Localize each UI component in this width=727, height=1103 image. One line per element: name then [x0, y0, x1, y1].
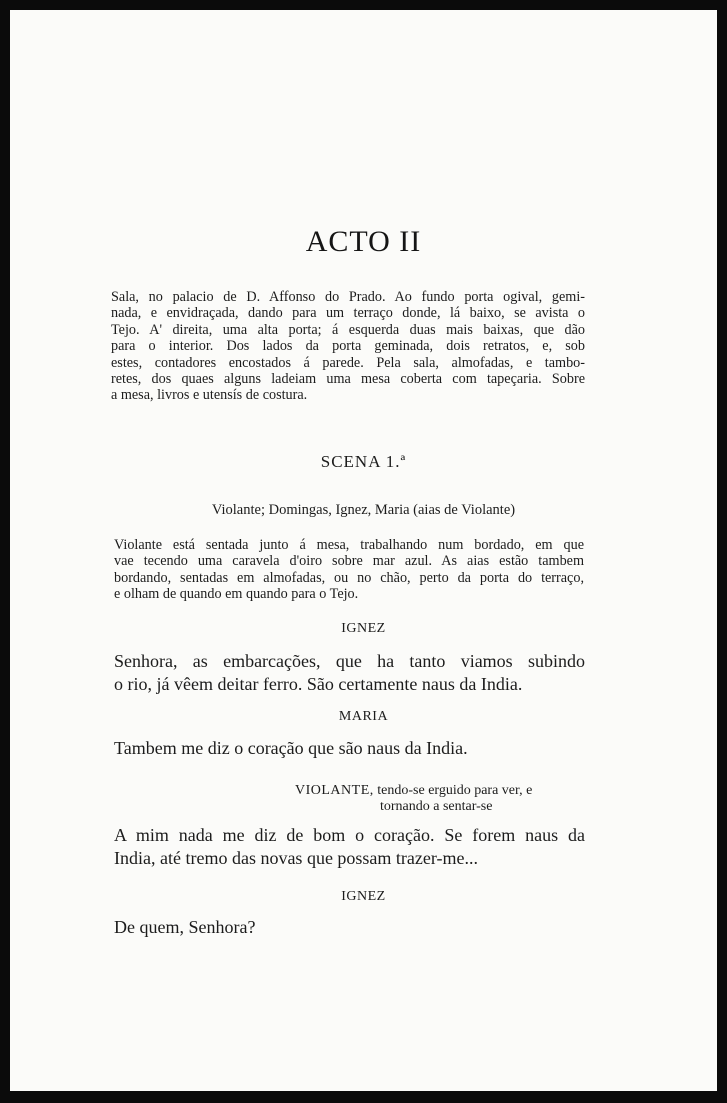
speaker-note: tornando a sentar-se — [380, 799, 493, 814]
speaker-name: IGNEZ — [341, 621, 386, 636]
direction-line: vae tecendo uma caravela d'oiro sobre mar azul. As aias estão tambem — [114, 553, 584, 570]
book-page — [10, 10, 717, 1091]
speaker-name: MARIA — [338, 709, 389, 724]
speech-line: Tambem me diz o coração que são naus da India. — [114, 738, 468, 758]
direction-line: bordando, sentadas em almofadas, ou no chão, perto da porta do terraço, — [114, 569, 584, 586]
stage-line: nada, e envidraçada, dando para um terraço donde, lá baixo, se avista o — [111, 305, 585, 322]
scene-title: SCENA 1.ª — [320, 452, 407, 471]
speech-line: De quem, Senhora? — [114, 917, 256, 937]
speech — [114, 916, 585, 939]
stage-line: estes, contadores encostados á parede. Pela sala, almofadas, e tambo- — [111, 354, 585, 371]
stage-line: retes, dos quaes alguns ladeiam uma mesa coberta com tapeçaria. Sobre — [111, 370, 585, 387]
speech — [114, 650, 585, 696]
stage-direction — [111, 289, 585, 404]
speech-line: India, até tremo das novas que possam trazer-me... — [114, 848, 479, 868]
speech — [114, 824, 585, 870]
speaker-with-note — [295, 783, 595, 815]
speaker-name: IGNEZ — [341, 889, 386, 904]
speech-line: Senhora, as embarcações, que ha tanto viamos subindo — [114, 651, 585, 671]
speech — [114, 737, 585, 760]
direction-line: Violante está sentada junto á mesa, trabalhando num bordado, em que — [114, 537, 584, 553]
speech-line: o rio, já vêem deitar ferro. São certamente naus da India. — [114, 674, 523, 694]
stage-line: Tejo. A' direita, uma alta porta; á esquerda duas mais baixas, que dão — [111, 321, 585, 338]
stage-line: Sala, no palacio de D. Affonso do Prado. Ao fundo porta ogival, gemi- — [111, 289, 585, 305]
speaker-name: VIOLANTE, — [295, 783, 374, 798]
direction-line: e olham de quando em quando para o Tejo. — [114, 586, 359, 603]
scene-characters: Violante; Domingas, Ignez, Maria (aias de Violante) — [211, 502, 516, 518]
stage-line: a mesa, livros e utensís de costura. — [111, 387, 308, 404]
stage-line: para o interior. Dos lados da porta geminada, dois retratos, e, sob — [111, 338, 585, 355]
speaker-note: tendo-se erguido para ver, e — [377, 783, 533, 798]
act-title: ACTO II — [305, 225, 422, 258]
speech-line: A mim nada me diz de bom o coração. Se forem naus da — [114, 825, 585, 845]
scene-direction — [114, 537, 584, 603]
